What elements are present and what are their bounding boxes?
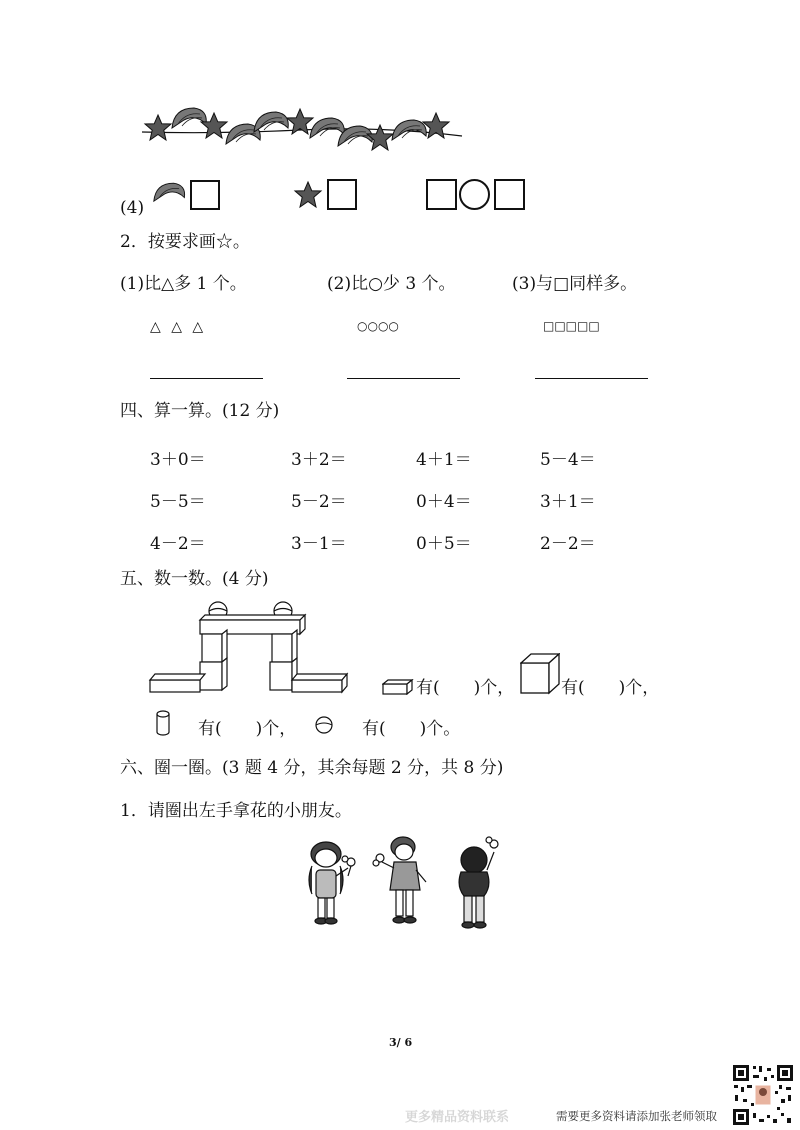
equation: 0＋5＝ (416, 534, 472, 554)
shell-icon (254, 112, 288, 132)
answer-line[interactable] (150, 378, 263, 379)
equation: 3－1＝ (291, 534, 347, 554)
page-number: 3/ 6 (389, 1036, 413, 1049)
footer-note: 需要更多资料请添加张老师领取 (556, 1109, 717, 1123)
answer-line[interactable] (535, 378, 648, 379)
shell-icon (152, 180, 188, 208)
pattern-row (140, 100, 470, 160)
section6-q1: 1．请圈出左手拿花的小朋友。 (120, 801, 352, 821)
children-illustration (298, 832, 508, 932)
answer-box[interactable] (327, 179, 357, 210)
answer-line[interactable] (347, 378, 460, 379)
q2-item-3-glyphs: □□□□□ (543, 319, 600, 333)
equation: 4＋1＝ (416, 450, 472, 470)
q2-item-2-label: (2)比○少 3 个。 (327, 274, 456, 294)
answer-box[interactable] (494, 179, 525, 210)
answer-circle[interactable] (459, 179, 490, 210)
equation: 0＋4＝ (416, 492, 472, 512)
q2-item-1-glyphs: △ △ △ (150, 319, 207, 335)
count-cylinder-text: 有( )个， (198, 719, 297, 739)
equation: 3＋2＝ (291, 450, 347, 470)
equation: 5－2＝ (291, 492, 347, 512)
equation: 2－2＝ (540, 534, 596, 554)
star-icon (145, 115, 171, 140)
equation: 3＋1＝ (540, 492, 596, 512)
footer-watermark-text: 更多精品资料联系 (405, 1110, 510, 1125)
equation: 3＋0＝ (150, 450, 206, 470)
answer-box[interactable] (426, 179, 457, 210)
section6-title: 六、圈一圈。(3 题 4 分，其余每题 2 分，共 8 分) (120, 758, 504, 778)
count-sphere-text: 有( )个。 (362, 719, 461, 739)
q4-label: (4) (120, 198, 145, 218)
count-cube-text: 有( )个， (561, 678, 660, 698)
answer-box[interactable] (190, 180, 220, 210)
equation: 5－5＝ (150, 492, 206, 512)
child-2-figure (373, 837, 426, 923)
shell-icon (392, 120, 426, 140)
section4-title: 四、算一算。(12 分) (120, 401, 280, 421)
q2-title: 2．按要求画☆。 (120, 232, 250, 252)
equation: 5－4＝ (540, 450, 596, 470)
q2-item-3-label: (3)与□同样多。 (512, 274, 638, 294)
sphere-icon (314, 715, 334, 735)
cuboid-icon (382, 679, 414, 695)
equation: 4－2＝ (150, 534, 206, 554)
section5-title: 五、数一数。(4 分) (120, 569, 269, 589)
shell-icon (172, 108, 206, 128)
count-cuboid-text: 有( )个， (416, 678, 515, 698)
q2-item-1-label: (1)比△多 1 个。 (120, 274, 247, 294)
child-3-figure (459, 837, 498, 928)
cylinder-icon (155, 710, 171, 736)
q2-item-2-glyphs: ○○○○ (357, 319, 399, 333)
qr-code[interactable] (731, 1063, 795, 1127)
cube-icon (520, 653, 560, 695)
block-structure-illustration (145, 600, 355, 700)
shell-icon (310, 118, 344, 138)
star-icon (293, 180, 323, 210)
child-1-figure (309, 842, 355, 924)
